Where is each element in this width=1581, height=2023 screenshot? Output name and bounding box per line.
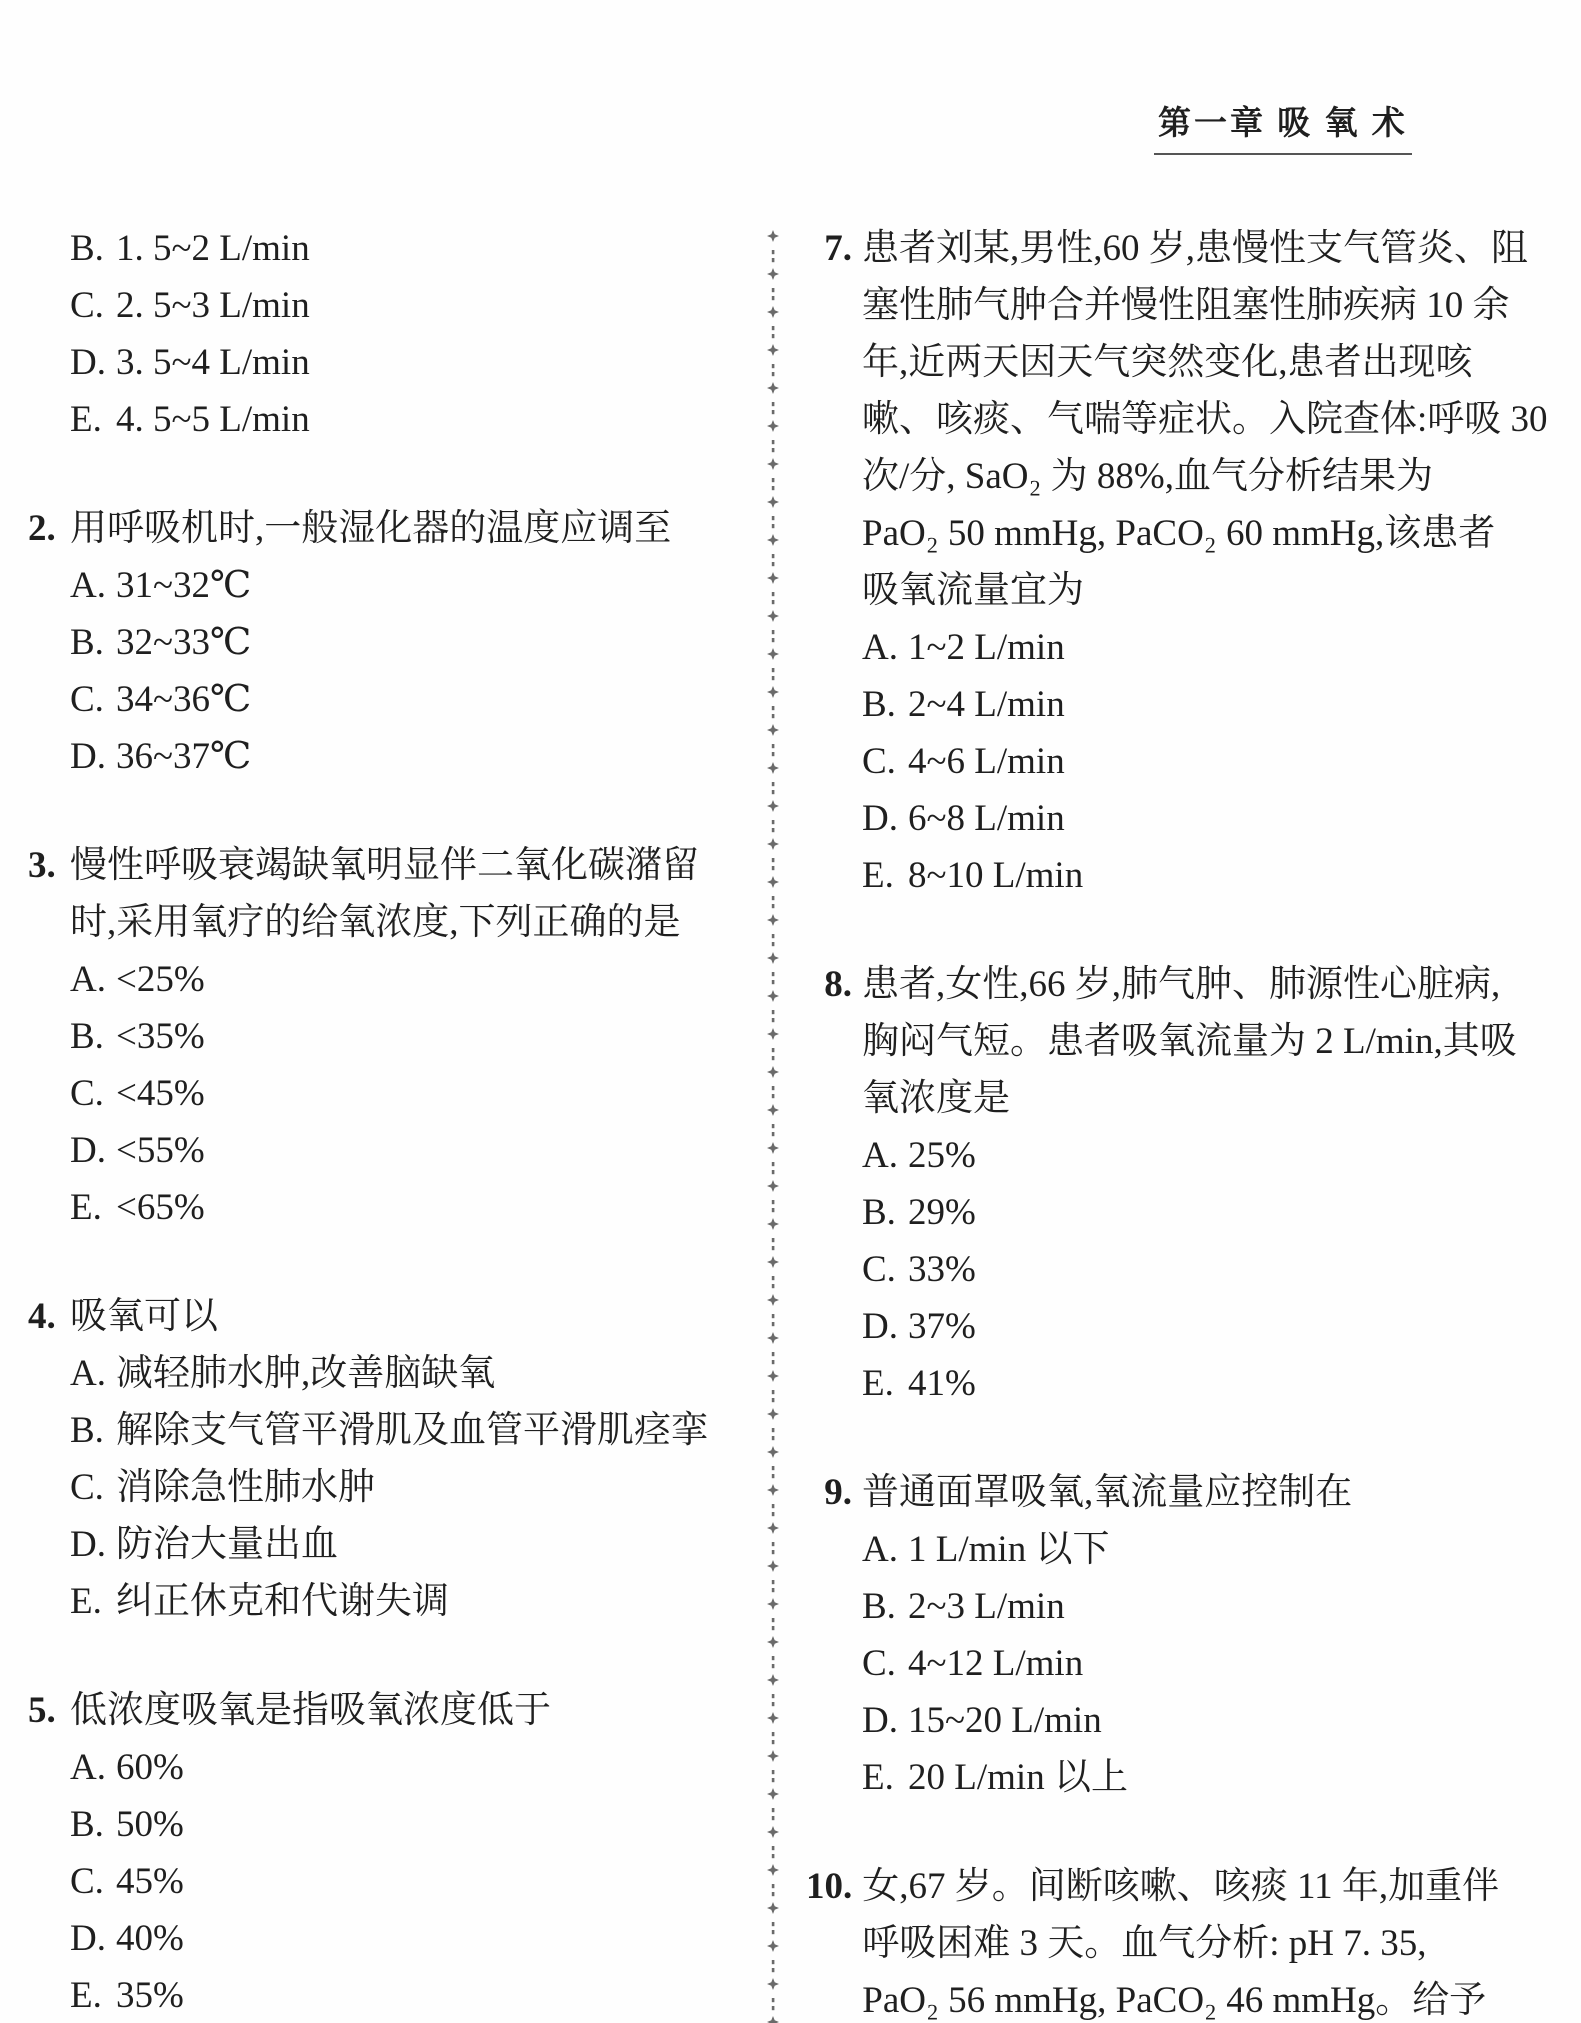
option-text: 1. 5~2 L/min [116, 228, 310, 269]
option-letter: E. [70, 1581, 102, 1622]
option-text: <35% [116, 1016, 205, 1057]
option-row [70, 1796, 742, 1853]
option-row [70, 1122, 742, 1179]
option-text: 2. 5~3 L/min [116, 285, 310, 326]
option-row [70, 1910, 742, 1967]
option-letter: B. [70, 622, 104, 663]
option-row [70, 1179, 742, 1236]
option-text: 减轻肺水肿,改善脑缺氧 [116, 1353, 496, 1394]
option-text: 1~2 L/min [908, 627, 1065, 668]
option-text: 4~6 L/min [908, 741, 1065, 782]
option-letter: E. [862, 1363, 894, 1404]
question-number: 2. [28, 508, 56, 549]
option-letter: C. [70, 1073, 104, 1114]
option-letter: C. [70, 1467, 104, 1508]
stem-line: 时,采用氧疗的给氧浓度,下列正确的是 [70, 902, 681, 943]
option-text: 4. 5~5 L/min [116, 399, 310, 440]
option-row [70, 1853, 742, 1910]
option-letter: D. [70, 1130, 106, 1171]
option-text: <25% [116, 959, 205, 1000]
stem-line: 女,67 岁。间断咳嗽、咳痰 11 年,加重伴 [862, 1866, 1500, 1907]
stem-line: 普通面罩吸氧,氧流量应控制在 [862, 1472, 1353, 1513]
option-row [70, 728, 742, 785]
option-row [862, 733, 1576, 790]
option-row [862, 1749, 1576, 1806]
option-row [70, 557, 742, 614]
option-row [862, 1521, 1576, 1578]
option-letter: C. [862, 1249, 896, 1290]
option-letter: A. [70, 1353, 106, 1394]
option-text: 29% [908, 1192, 976, 1233]
option-row [862, 1578, 1576, 1635]
option-letter: A. [862, 1529, 898, 1570]
dotted-divider-icon [766, 230, 780, 2023]
question-5 [28, 1682, 742, 2023]
stem-line: 患者刘某,男性,60 岁,患慢性支气管炎、阻 [862, 228, 1528, 269]
option-letter: B. [70, 1016, 104, 1057]
option-letter: B. [70, 1804, 104, 1845]
option-letter: C. [70, 285, 104, 326]
option-letter: E. [862, 1757, 894, 1798]
option-letter: B. [862, 1586, 896, 1627]
option-letter: B. [862, 1192, 896, 1233]
option-letter: A. [862, 1135, 898, 1176]
question-4 [28, 1288, 742, 1630]
option-text: 50% [116, 1804, 184, 1845]
option-text: 消除急性肺水肿 [116, 1467, 375, 1508]
option-row [862, 1127, 1576, 1184]
option-letter: D. [862, 1306, 898, 1347]
option-letter: E. [70, 1187, 102, 1228]
question-7 [806, 220, 1576, 904]
question-number: 10. [806, 1866, 853, 1907]
option-letter: A. [70, 959, 106, 1000]
option-text: 45% [116, 1861, 184, 1902]
option-row [70, 1345, 742, 1402]
question-3 [28, 837, 742, 1236]
stem-line: 患者,女性,66 岁,肺气肿、肺源性心脏病, [862, 964, 1501, 1005]
option-row [70, 1008, 742, 1065]
option-text: 纠正休克和代谢失调 [116, 1581, 449, 1622]
stem-line: 嗽、咳痰、气喘等症状。入院查体:呼吸 30 [862, 399, 1548, 440]
option-row [70, 614, 742, 671]
option-letter: C. [862, 741, 896, 782]
stem-line: 塞性肺气肿合并慢性阻塞性肺疾病 10 余 [862, 285, 1510, 326]
question-1-continued [28, 220, 742, 448]
option-text: 1 L/min 以下 [908, 1529, 1110, 1570]
option-row [70, 391, 742, 448]
option-row [862, 619, 1576, 676]
question-2 [28, 500, 742, 785]
option-letter: D. [70, 736, 106, 777]
option-text: 15~20 L/min [908, 1700, 1102, 1741]
option-text: 4~12 L/min [908, 1643, 1084, 1684]
option-text: 34~36℃ [116, 679, 252, 720]
stem-line: 低浓度吸氧是指吸氧浓度低于 [70, 1690, 551, 1731]
option-letter: D. [70, 342, 106, 383]
option-row [70, 334, 742, 391]
stem-line: 胸闷气短。患者吸氧流量为 2 L/min,其吸 [862, 1021, 1517, 1062]
stem-line: 吸氧可以 [70, 1296, 218, 1337]
option-row [862, 1298, 1576, 1355]
option-row [862, 1355, 1576, 1412]
option-text: 31~32℃ [116, 565, 252, 606]
left-column [28, 220, 742, 2023]
option-row [70, 1739, 742, 1796]
option-row [862, 847, 1576, 904]
question-number: 3. [28, 845, 56, 886]
chapter-header [1154, 94, 1412, 155]
option-letter: C. [70, 679, 104, 720]
option-text: <55% [116, 1130, 205, 1171]
stem-line: 次/分, SaO₂ 为 88%,血气分析结果为 [862, 456, 1433, 497]
option-letter: E. [70, 399, 102, 440]
option-text: 6~8 L/min [908, 798, 1065, 839]
stem-line: PaO₂ 50 mmHg, PaCO₂ 60 mmHg,该患者 [862, 513, 1496, 554]
option-text: 25% [908, 1135, 976, 1176]
option-row [70, 1967, 742, 2023]
option-row [862, 1692, 1576, 1749]
option-letter: D. [70, 1524, 106, 1565]
question-10 [806, 1858, 1576, 2023]
question-number: 5. [28, 1690, 56, 1731]
option-text: 防治大量出血 [116, 1524, 338, 1565]
option-row [70, 1402, 742, 1459]
question-number: 7. [824, 228, 852, 269]
option-text: <65% [116, 1187, 205, 1228]
option-row [70, 220, 742, 277]
option-row [70, 1065, 742, 1122]
option-row [862, 1635, 1576, 1692]
option-letter: D. [862, 798, 898, 839]
option-row [70, 1573, 742, 1630]
option-letter: E. [862, 855, 894, 896]
option-row [862, 790, 1576, 847]
option-text: 32~33℃ [116, 622, 252, 663]
option-row [70, 1516, 742, 1573]
question-number: 9. [824, 1472, 852, 1513]
option-letter: B. [862, 684, 896, 725]
option-text: <45% [116, 1073, 205, 1114]
question-number [28, 220, 70, 448]
stem-line: 呼吸困难 3 天。血气分析: pH 7. 35, [862, 1923, 1427, 1964]
question-9 [806, 1464, 1576, 1806]
question-number: 8. [824, 964, 852, 1005]
option-letter: C. [862, 1643, 896, 1684]
option-text: 36~37℃ [116, 736, 252, 777]
stem-line: 年,近两天因天气突然变化,患者出现咳 [862, 342, 1473, 383]
stem-line: PaO₂ 56 mmHg, PaCO₂ 46 mmHg。给予 [862, 1980, 1487, 2021]
option-text: 40% [116, 1918, 184, 1959]
option-text: 60% [116, 1747, 184, 1788]
option-text: 3. 5~4 L/min [116, 342, 310, 383]
option-letter: C. [70, 1861, 104, 1902]
right-column [806, 220, 1576, 2023]
option-text: 2~4 L/min [908, 684, 1065, 725]
option-text: 35% [116, 1975, 184, 2016]
option-letter: B. [70, 1410, 104, 1451]
question-8 [806, 956, 1576, 1412]
option-row [862, 1184, 1576, 1241]
option-row [862, 1241, 1576, 1298]
option-text: 37% [908, 1306, 976, 1347]
option-letter: D. [862, 1700, 898, 1741]
option-letter: A. [70, 1747, 106, 1788]
option-letter: E. [70, 1975, 102, 2016]
option-letter: A. [862, 627, 898, 668]
option-text: 解除支气管平滑肌及血管平滑肌痉挛 [116, 1410, 708, 1451]
stem-line: 吸氧流量宜为 [862, 570, 1084, 611]
stem-line: 氧浓度是 [862, 1078, 1010, 1119]
option-letter: B. [70, 228, 104, 269]
option-text: 20 L/min 以上 [908, 1757, 1128, 1798]
stem-line: 用呼吸机时,一般湿化器的温度应调至 [70, 508, 672, 549]
option-text: 8~10 L/min [908, 855, 1084, 896]
option-text: 41% [908, 1363, 976, 1404]
option-row [70, 1459, 742, 1516]
column-divider [766, 230, 780, 2023]
option-letter: D. [70, 1918, 106, 1959]
chapter-title: 第一章 吸 氧 术 [1154, 105, 1412, 155]
option-row [862, 676, 1576, 733]
option-row [70, 951, 742, 1008]
option-row [70, 277, 742, 334]
option-letter: A. [70, 565, 106, 606]
option-text: 2~3 L/min [908, 1586, 1065, 1627]
question-number: 4. [28, 1296, 56, 1337]
option-text: 33% [908, 1249, 976, 1290]
option-row [70, 671, 742, 728]
stem-line: 慢性呼吸衰竭缺氧明显伴二氧化碳潴留 [70, 845, 699, 886]
